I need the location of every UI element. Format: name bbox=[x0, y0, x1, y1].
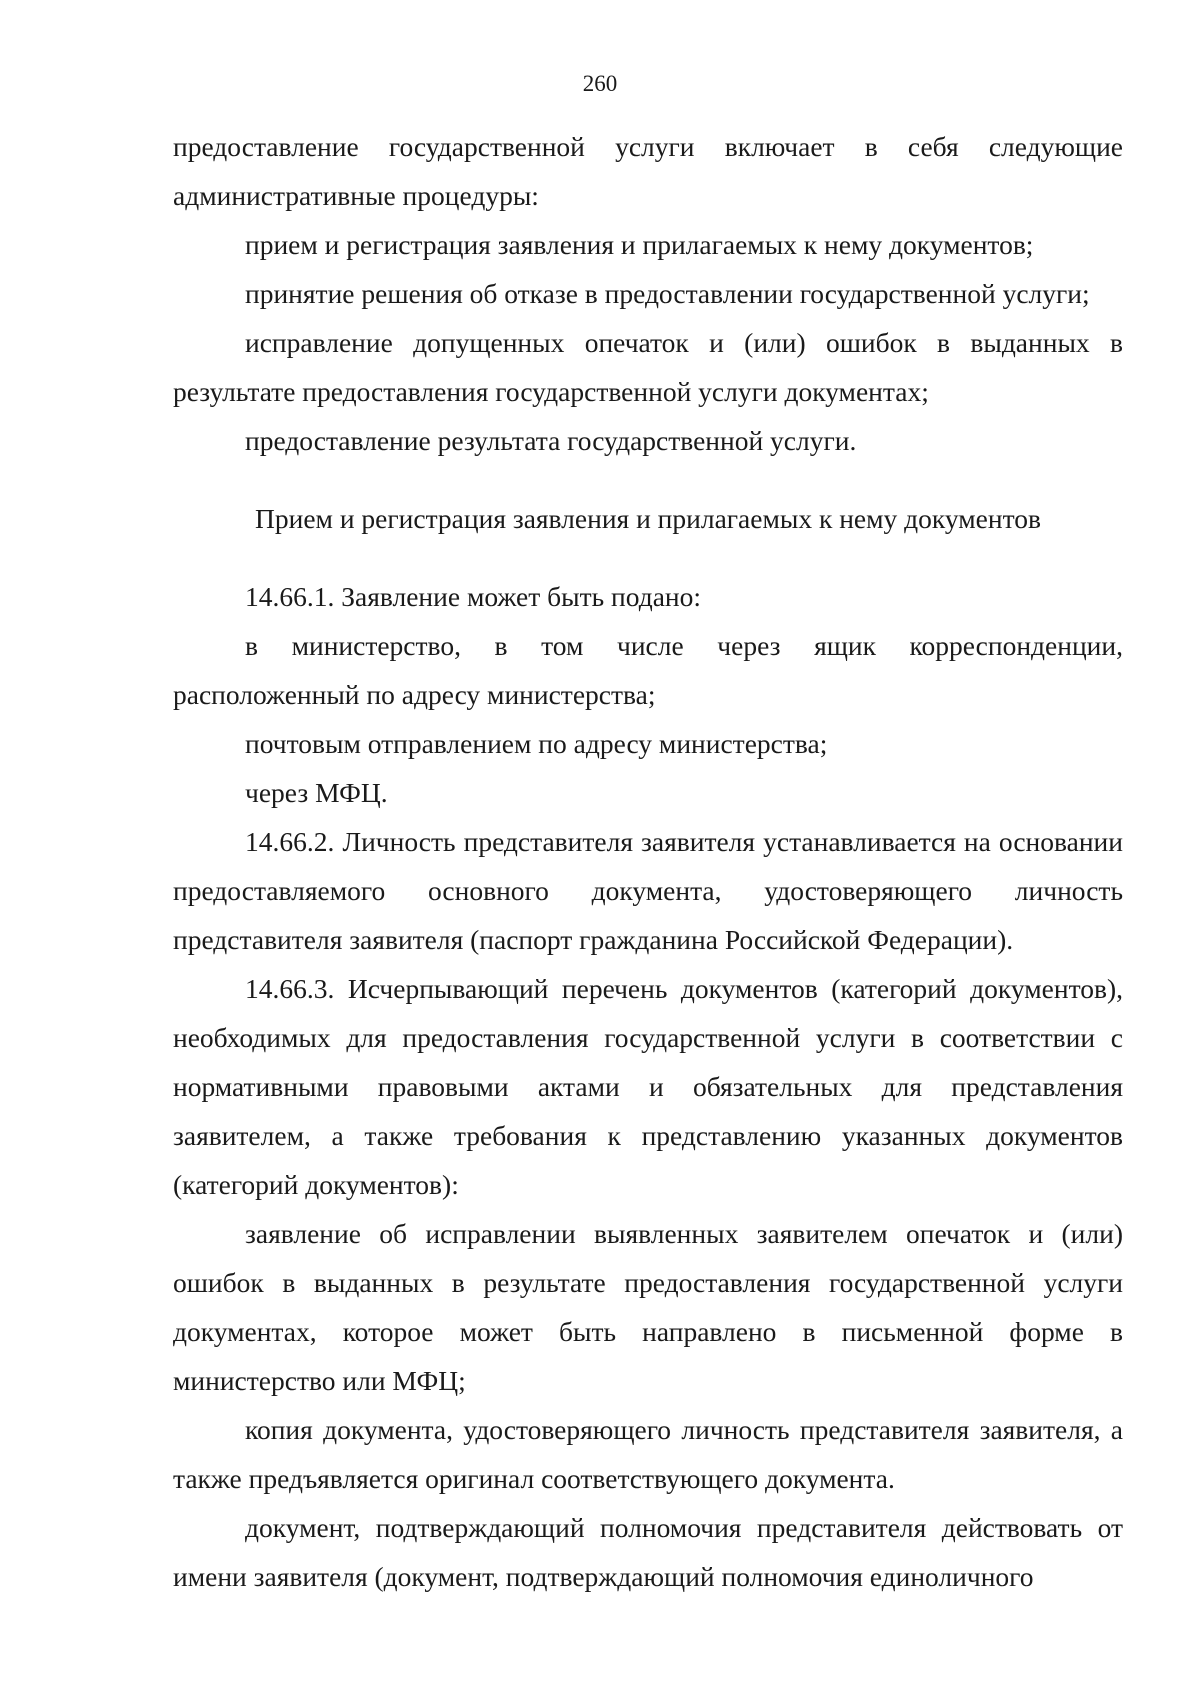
paragraph-procedure-4: предоставление результата государственной услуги. bbox=[245, 425, 857, 456]
paragraph-procedures-intro: предоставление государственной услуги включает в себя следующие административные процедуры: bbox=[173, 131, 1123, 211]
paragraph-procedure-1: прием и регистрация заявления и прилагаемых к нему документов; bbox=[245, 229, 1034, 260]
paragraph-submission-mail: почтовым отправлением по адресу министерства; bbox=[245, 728, 828, 759]
paragraph-procedure-3: исправление допущенных опечаток и (или) ошибок в выданных в результате предоставления государственной услуги документах; bbox=[173, 327, 1123, 407]
paragraph-submission-ministry: в министерство, в том числе через ящик корреспонденции, расположенный по адресу министерства; bbox=[173, 630, 1123, 710]
paragraph-correction-request: заявление об исправлении выявленных заявителем опечаток и (или) ошибок в выданных в результате предоставления государственной услуги документах, которое может быть направлено в письменной форме в министерство или МФЦ; bbox=[173, 1218, 1123, 1396]
document-body bbox=[173, 122, 1123, 1601]
paragraph-procedure-2: принятие решения об отказе в предоставлении государственной услуги; bbox=[245, 278, 1090, 309]
section-heading: Прием и регистрация заявления и прилагаемых к нему документов bbox=[255, 503, 1041, 534]
paragraph-authority-document: документ, подтверждающий полномочия представителя действовать от имени заявителя (документ, подтверждающий полномочия единоличного bbox=[173, 1512, 1123, 1592]
paragraph-14-66-3: 14.66.3. Исчерпывающий перечень документов (категорий документов), необходимых для предоставления государственной услуги в соответствии с нормативными правовыми актами и обязательных для представления заявителем, а также требования к представлению указанных документов (категорий документов): bbox=[173, 973, 1123, 1200]
paragraph-14-66-1: 14.66.1. Заявление может быть подано: bbox=[245, 581, 702, 612]
paragraph-submission-mfc: через МФЦ. bbox=[245, 777, 388, 808]
paragraph-14-66-2: 14.66.2. Личность представителя заявителя устанавливается на основании предоставляемого основного документа, удостоверяющего личность представителя заявителя (паспорт гражданина Российской Федерации). bbox=[173, 826, 1123, 955]
page-number: 260 bbox=[582, 71, 618, 96]
paragraph-identity-copy: копия документа, удостоверяющего личность представителя заявителя, а также предъявляется оригинал соответствующего документа. bbox=[173, 1414, 1123, 1494]
